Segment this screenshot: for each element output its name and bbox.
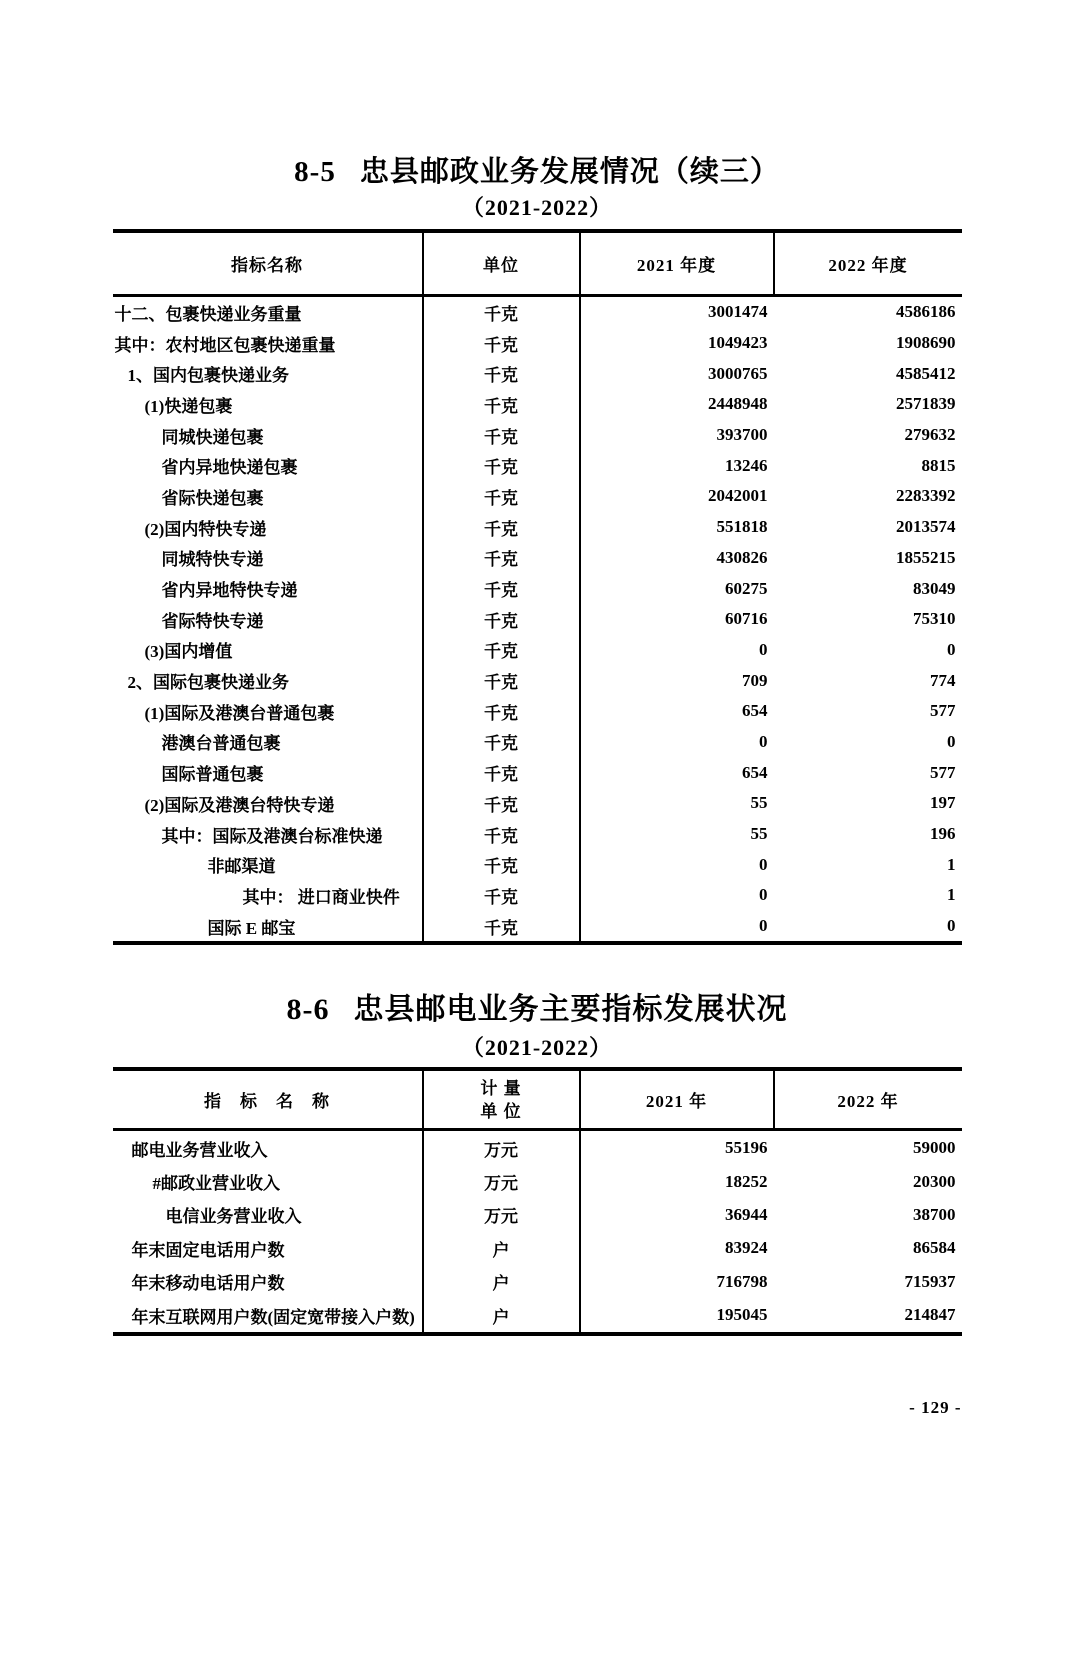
header-row — [113, 1069, 962, 1130]
row-value-2022: 75310 — [913, 609, 956, 629]
table2-subtitle: （2021-2022） — [461, 1035, 613, 1061]
table1-title-text: 忠县邮政业务发展情况（续三） — [359, 156, 780, 188]
row-value-2022: 86584 — [913, 1238, 956, 1258]
col-header-2021: 2021 年度 — [580, 231, 774, 296]
row-indicator-label: (1)快递包裹 — [113, 389, 423, 420]
row-value-2022: 2571839 — [896, 394, 956, 414]
row-unit: 万元 — [423, 1165, 580, 1198]
row-value-2022: 197 — [930, 793, 956, 813]
col-header-unit: 单位 — [423, 231, 580, 296]
table-row — [113, 1130, 962, 1165]
row-value-2021: 83924 — [725, 1238, 768, 1258]
row-indicator-label: 国际 E 邮宝 — [113, 911, 423, 944]
row-value-2022: 214847 — [904, 1305, 956, 1325]
table2-title-number: 8-6 — [286, 993, 330, 1027]
row-unit: 千克 — [423, 328, 580, 359]
row-value-2021: 55 — [750, 824, 768, 844]
table-row — [113, 1232, 962, 1265]
col-header-measure-line1: 计 量 — [480, 1078, 522, 1098]
table-row — [113, 819, 962, 850]
row-value-2021: 0 — [759, 916, 768, 936]
row-value-2021: 551818 — [716, 517, 768, 537]
table-row — [113, 757, 962, 788]
table-row — [113, 389, 962, 420]
row-unit: 千克 — [423, 296, 580, 328]
table-row — [113, 788, 962, 819]
row-indicator-label: 其中： 进口商业快件 — [113, 880, 423, 911]
postal-business-table — [113, 229, 962, 945]
table2-header — [113, 1069, 962, 1130]
row-indicator-label: (1)国际及港澳台普通包裹 — [113, 696, 423, 727]
row-value-2021: 18252 — [725, 1171, 768, 1191]
row-unit: 千克 — [423, 696, 580, 727]
row-unit: 千克 — [423, 788, 580, 819]
row-value-2021: 2448948 — [708, 394, 768, 414]
table-row — [113, 880, 962, 911]
table1-title-number: 8-5 — [294, 156, 336, 188]
row-indicator-label: 年末互联网用户数(固定宽带接入户数) — [113, 1298, 423, 1333]
row-value-2021: 654 — [742, 762, 768, 782]
row-indicator-label: 其中：农村地区包裹快递重量 — [113, 328, 423, 359]
row-unit: 千克 — [423, 512, 580, 543]
header-row — [113, 231, 962, 296]
row-value-2022: 0 — [947, 916, 956, 936]
row-indicator-label: 省际特快专递 — [113, 604, 423, 635]
table-row — [113, 1265, 962, 1298]
row-unit: 千克 — [423, 573, 580, 604]
table-row — [113, 481, 962, 512]
row-indicator-label: 同城快递包裹 — [113, 420, 423, 451]
row-value-2021: 2042001 — [708, 486, 768, 506]
row-unit: 户 — [423, 1298, 580, 1333]
row-indicator-label: 十二、包裹快递业务重量 — [113, 296, 423, 328]
row-unit: 千克 — [423, 849, 580, 880]
table-row — [113, 1198, 962, 1231]
row-indicator-label: 港澳台普通包裹 — [113, 727, 423, 758]
row-indicator-label: 邮电业务营业收入 — [113, 1130, 423, 1165]
table-row — [113, 696, 962, 727]
col-header-indicator-name: 指标名称 — [113, 231, 423, 296]
row-value-2022: 0 — [947, 731, 956, 751]
row-indicator-label: 省内异地快递包裹 — [113, 450, 423, 481]
row-indicator-label: 1、国内包裹快递业务 — [113, 358, 423, 389]
row-value-2021: 393700 — [716, 425, 768, 445]
row-value-2022: 2013574 — [896, 517, 956, 537]
table-row — [113, 911, 962, 944]
row-value-2022: 577 — [930, 701, 956, 721]
row-unit: 户 — [423, 1265, 580, 1298]
table1-title — [113, 155, 962, 189]
table-row — [113, 328, 962, 359]
row-value-2021: 0 — [759, 854, 768, 874]
table-row — [113, 635, 962, 666]
row-value-2022: 279632 — [904, 425, 956, 445]
row-unit: 千克 — [423, 543, 580, 574]
page-number: - 129 - — [909, 1397, 962, 1417]
table-row — [113, 512, 962, 543]
row-value-2021: 1049423 — [708, 333, 768, 353]
table-row — [113, 849, 962, 880]
row-indicator-label: 年末移动电话用户数 — [113, 1265, 423, 1298]
table-row — [113, 420, 962, 451]
row-value-2021: 36944 — [725, 1204, 768, 1224]
row-indicator-label: 电信业务营业收入 — [113, 1198, 423, 1231]
row-value-2021: 60275 — [725, 578, 768, 598]
row-indicator-label: (3)国内增值 — [113, 635, 423, 666]
row-unit: 万元 — [423, 1130, 580, 1165]
row-unit: 千克 — [423, 420, 580, 451]
row-value-2022: 8815 — [921, 455, 956, 475]
row-value-2021: 195045 — [716, 1305, 768, 1325]
table1-subtitle: （2021-2022） — [461, 195, 613, 220]
row-indicator-label: 其中：国际及港澳台标准快递 — [113, 819, 423, 850]
row-value-2022: 715937 — [904, 1271, 956, 1291]
row-unit: 千克 — [423, 819, 580, 850]
row-unit: 千克 — [423, 604, 580, 635]
row-value-2021: 654 — [742, 701, 768, 721]
col-header-measure-line2: 单 位 — [480, 1101, 522, 1121]
row-unit: 千克 — [423, 880, 580, 911]
table-row — [113, 604, 962, 635]
row-value-2022: 1908690 — [896, 333, 956, 353]
row-indicator-label: #邮政业营业收入 — [113, 1165, 423, 1198]
post-telecom-indicators-table — [113, 1067, 962, 1335]
row-unit: 千克 — [423, 389, 580, 420]
row-unit: 千克 — [423, 358, 580, 389]
row-value-2021: 13246 — [725, 455, 768, 475]
row-value-2022: 1 — [947, 854, 956, 874]
row-unit: 万元 — [423, 1198, 580, 1231]
row-value-2022: 196 — [930, 824, 956, 844]
row-unit: 千克 — [423, 911, 580, 944]
table-row — [113, 573, 962, 604]
table2-title — [113, 992, 962, 1027]
table2-title-text: 忠县邮电业务主要指标发展状况 — [353, 993, 788, 1027]
table2-body — [113, 1130, 962, 1334]
row-value-2022: 4585412 — [896, 363, 956, 383]
row-value-2021: 716798 — [716, 1271, 768, 1291]
row-value-2022: 1 — [947, 885, 956, 905]
row-value-2022: 20300 — [913, 1171, 956, 1191]
row-value-2021: 0 — [759, 885, 768, 905]
row-value-2022: 577 — [930, 762, 956, 782]
row-value-2022: 1855215 — [896, 547, 956, 567]
row-indicator-label: 省内异地特快专递 — [113, 573, 423, 604]
table-row — [113, 450, 962, 481]
table-row — [113, 727, 962, 758]
table-row — [113, 1165, 962, 1198]
row-value-2021: 55 — [750, 793, 768, 813]
row-value-2022: 4586186 — [896, 302, 956, 322]
row-value-2021: 3000765 — [708, 363, 768, 383]
row-unit: 千克 — [423, 450, 580, 481]
row-value-2021: 60716 — [725, 609, 768, 629]
row-unit: 千克 — [423, 635, 580, 666]
row-value-2022: 59000 — [913, 1138, 956, 1158]
row-unit: 千克 — [423, 727, 580, 758]
row-indicator-label: 2、国际包裹快递业务 — [113, 665, 423, 696]
row-indicator-label: 非邮渠道 — [113, 849, 423, 880]
col-header-indicator-name: 指 标 名 称 — [113, 1069, 423, 1130]
row-indicator-label: 年末固定电话用户数 — [113, 1232, 423, 1265]
row-value-2021: 3001474 — [708, 302, 768, 322]
row-indicator-label: 省际快递包裹 — [113, 481, 423, 512]
row-value-2021: 0 — [759, 731, 768, 751]
row-unit: 户 — [423, 1232, 580, 1265]
row-indicator-label: (2)国内特快专递 — [113, 512, 423, 543]
table-row — [113, 296, 962, 328]
row-value-2022: 774 — [930, 670, 956, 690]
table-row — [113, 358, 962, 389]
row-unit: 千克 — [423, 757, 580, 788]
row-value-2022: 38700 — [913, 1204, 956, 1224]
row-value-2021: 430826 — [716, 547, 768, 567]
table1-header — [113, 231, 962, 296]
table-row — [113, 543, 962, 574]
col-header-2022: 2022 年 — [774, 1069, 962, 1130]
document-page — [113, 155, 962, 1418]
row-indicator-label: 同城特快专递 — [113, 543, 423, 574]
row-value-2021: 0 — [759, 639, 768, 659]
row-value-2022: 2283392 — [896, 486, 956, 506]
row-unit: 千克 — [423, 481, 580, 512]
row-indicator-label: 国际普通包裹 — [113, 757, 423, 788]
table-row — [113, 665, 962, 696]
row-value-2022: 0 — [947, 639, 956, 659]
row-value-2021: 55196 — [725, 1138, 768, 1158]
col-header-2022: 2022 年度 — [774, 231, 962, 296]
row-indicator-label: (2)国际及港澳台特快专递 — [113, 788, 423, 819]
table1-body — [113, 296, 962, 944]
col-header-measure-unit — [423, 1069, 580, 1130]
row-unit: 千克 — [423, 665, 580, 696]
row-value-2021: 709 — [742, 670, 768, 690]
table-row — [113, 1298, 962, 1333]
row-value-2022: 83049 — [913, 578, 956, 598]
col-header-2021: 2021 年 — [580, 1069, 774, 1130]
